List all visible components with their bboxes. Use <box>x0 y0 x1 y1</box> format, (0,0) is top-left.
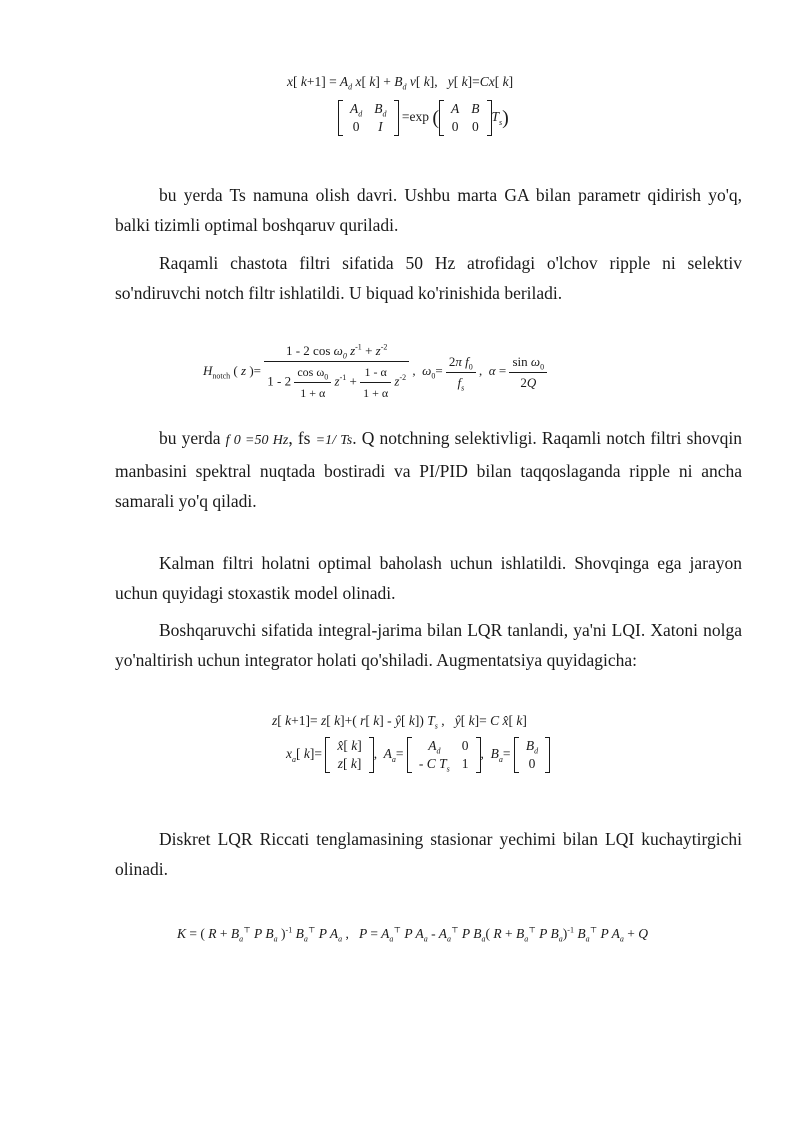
alpha-fraction: $\frac{\sin \omega_0}{2Q}$ <box>509 354 547 391</box>
discretization-equation: $A_d$ $B_d$ 0 I =exp ( A B 0 0 $T_s$) <box>338 100 509 136</box>
state-space-equation: x[ $k+1] = A_d$ x[ $k] + B_d$ v[ k], y[ k]=Cx[ k] <box>287 74 514 92</box>
omega-fraction: $\frac{2\pi f_0}{f_s}$ <box>446 354 476 391</box>
p3-text-b: , fs <box>288 428 316 448</box>
augmented-state-vector: x̂[ k] z[ k] <box>325 737 373 773</box>
notch-transfer-fraction: 1 - 2 $\cos \omega_0$ $z^{-1} + z^{-2}$ 1 - 2 $\frac{\cos \omega_0}{1 + \alpha}$ $z^{-1}$ + $\frac{1 - \alpha}{1 + \alpha}$ $z^{-2}$ <box>264 343 409 401</box>
augmented-a-matrix: $A_d$ 0 - C $T_s$ 1 <box>407 737 481 773</box>
riccati-gain-equation: K = ( $R + B_a^⊤$ P $B_a$ )$^{-1}$ $B_a^⊤$ P $A_a$ , $P = A_a^⊤$ P $A_a - A_a^⊤$ P $B_a$( $R + B_a^⊤$ P $B_a)^{-1}$ $B_a^⊤$ P $A_a + Q$ <box>177 925 648 944</box>
p3-text-c: . Q notchning selektivligi. Raqamli notch filtri shovqin manbasini spektral nuqtada bostiradi va PI/PID bilan taqqoslaganda ripple ni ancha samarali yo'q qiladi. <box>115 428 742 511</box>
paragraph-notch-intro: Raqamli chastota filtri sifatida 50 Hz atrofidagi o'lchov ripple ni selektiv so'ndiruvchi notch filtr ishlatildi. U biquad ko'rinishida beriladi. <box>115 253 742 303</box>
paragraph-kalman: Kalman filtri holatni optimal baholash uchun ishlatildi. Shovqinga ega jarayon uchun quyidagi stoxastik model olinadi. <box>115 553 742 603</box>
continuous-matrix: A B 0 0 <box>439 100 492 136</box>
paragraph-sampling: bu yerda Ts namuna olish davri. Ushbu marta GA bilan parametr qidirish yo'q, balki tizimli optimal boshqaruv quriladi. <box>115 185 742 235</box>
paragraph-lqi: Boshqaruvchi sifatida integral-jarima bilan LQR tanlandi, ya'ni LQI. Xatoni nolga yo'naltirish uchun integrator holati qo'shiladi. Augmentatsiya quyidagicha: <box>115 620 742 670</box>
augmented-system-equation: $x_a$[ k]= x̂[ k] z[ k] , $A_a=$ $A_d$ 0 - C $T_s$ 1 , $B_a=$ $B_d$ 0 <box>286 737 550 773</box>
paragraph-notch-params <box>115 423 742 516</box>
paragraph-riccati: Diskret LQR Riccati tenglamasining stasionar yechimi bilan LQI kuchaytirgichi olinadi. <box>115 829 742 879</box>
notch-filter-equation: $H_{notch}$ ( z )= 1 - 2 $\cos \omega_0$ $z^{-1} + z^{-2}$ 1 - 2 $\frac{\cos \omega_0}{1 + \alpha}$ $z^{-1}$ + $\frac{1 - \alpha}{1 + \alpha}$ $z^{-2}$ , $\omega_0=$ $\frac{2\pi f_0}{f_s}$ , α = $\frac{\sin \omega_0}{2Q}$ <box>203 343 547 401</box>
augmented-b-matrix: $B_d$ 0 <box>514 737 550 773</box>
fs-value: =1/ Ts <box>315 433 353 448</box>
f0-value: f 0 =50 Hz <box>225 433 289 448</box>
augmented-discrete-matrix: $A_d$ $B_d$ 0 I <box>338 100 399 136</box>
p3-text-a: bu yerda <box>159 428 226 448</box>
integrator-equation: z[ k+1]= z[ k]+( r[ k] - ŷ[ k]) $T_s$ , ŷ[ k]= C x̂[ k] <box>272 713 527 731</box>
